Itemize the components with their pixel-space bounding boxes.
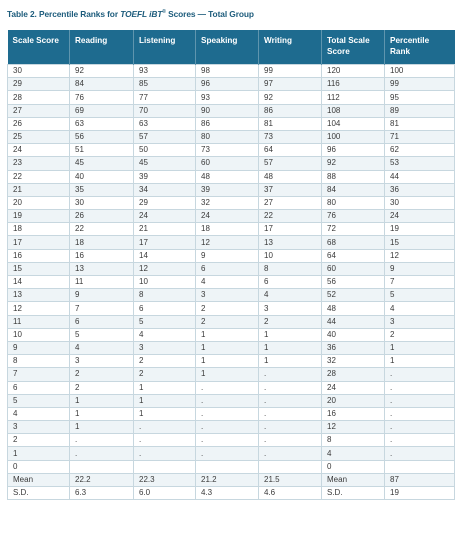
table-cell: 2 [385,328,455,341]
table-cell: 5 [134,315,196,328]
table-cell: 29 [8,78,70,91]
table-cell: 68 [322,236,385,249]
table-row [8,65,455,78]
column-header: Reading [70,30,134,65]
table-row [8,315,455,328]
table-cell: 51 [70,144,134,157]
table-cell: 13 [8,289,70,302]
table-row [8,249,455,262]
table-row [8,473,455,486]
table-row [8,381,455,394]
table-cell: 1 [196,328,259,341]
table-cell: 27 [8,104,70,117]
table-cell: 57 [259,157,322,170]
table-cell: 48 [322,302,385,315]
table-cell: 21 [134,223,196,236]
table-cell: 97 [259,78,322,91]
table-cell: . [259,368,322,381]
table-cell: 0 [8,460,70,473]
table-cell: 35 [70,183,134,196]
table-row [8,276,455,289]
table-row [8,91,455,104]
table-cell: . [385,368,455,381]
table-cell: 12 [196,236,259,249]
table-cell: 4 [322,447,385,460]
table-cell: S.D. [322,487,385,500]
table-cell: 36 [322,341,385,354]
table-cell: 4.6 [259,487,322,500]
table-cell: 84 [70,78,134,91]
table-row [8,460,455,473]
table-cell: 28 [8,91,70,104]
table-row [8,289,455,302]
table-cell: 80 [196,130,259,143]
table-cell: 48 [196,170,259,183]
table-cell: 10 [134,276,196,289]
table-cell: . [385,447,455,460]
table-cell: 6.3 [70,487,134,500]
table-cell: . [70,434,134,447]
table-cell: 1 [385,341,455,354]
table-cell: 2 [70,368,134,381]
table-cell: 5 [70,328,134,341]
table-cell: 6 [8,381,70,394]
table-cell: 16 [322,407,385,420]
table-cell: 92 [322,157,385,170]
table-cell: 10 [8,328,70,341]
table-cell: 92 [259,91,322,104]
table-cell: 0 [322,460,385,473]
percentile-table [7,30,455,500]
table-row [8,447,455,460]
table-cell: 1 [70,394,134,407]
table-cell: 11 [70,276,134,289]
table-cell: . [196,447,259,460]
title-registered-mark: ® [162,9,166,16]
table-cell: 73 [196,144,259,157]
table-cell: 22 [259,210,322,223]
table-cell: 9 [196,249,259,262]
table-cell: 1 [134,407,196,420]
table-cell: 2 [70,381,134,394]
table-cell: 14 [8,276,70,289]
table-cell: 85 [134,78,196,91]
table-cell: 3 [259,302,322,315]
table-cell: 19 [385,487,455,500]
table-row [8,130,455,143]
table-cell: 29 [134,196,196,209]
table-cell: . [70,447,134,460]
table-row [8,487,455,500]
table-cell: 32 [196,196,259,209]
table-cell: 20 [8,196,70,209]
table-cell: 1 [259,328,322,341]
table-row [8,196,455,209]
table-row [8,210,455,223]
table-cell: 30 [8,65,70,78]
table-cell: 90 [196,104,259,117]
table-cell: 76 [70,91,134,104]
table-cell: 2 [196,302,259,315]
column-header: Percentile Rank [385,30,455,65]
table-cell: 4 [8,407,70,420]
table-cell: 116 [322,78,385,91]
table-row [8,407,455,420]
table-cell: 104 [322,117,385,130]
table-cell: 13 [259,236,322,249]
table-cell: 73 [259,130,322,143]
table-cell: 6 [196,262,259,275]
table-cell: 1 [259,355,322,368]
table-cell: 4 [196,276,259,289]
table-cell: 37 [259,183,322,196]
table-cell: 5 [385,289,455,302]
table-cell: 60 [322,262,385,275]
table-cell: 3 [134,341,196,354]
table-cell [385,460,455,473]
table-cell: 112 [322,91,385,104]
table-cell: 48 [259,170,322,183]
table-cell: 10 [259,249,322,262]
table-cell: 4 [259,289,322,302]
table-row [8,144,455,157]
table-cell: 24 [8,144,70,157]
column-header: Writing [259,30,322,65]
table-cell: 28 [322,368,385,381]
table-title [7,9,254,19]
table-cell: 45 [70,157,134,170]
table-cell: . [259,447,322,460]
table-row [8,117,455,130]
table-cell: 7 [385,276,455,289]
table-cell: . [134,421,196,434]
table-cell: 40 [70,170,134,183]
table-cell: 1 [8,447,70,460]
table-cell: 16 [70,249,134,262]
table-cell: 8 [134,289,196,302]
table-cell: 1 [196,368,259,381]
table-cell: 80 [322,196,385,209]
table-cell: 6.0 [134,487,196,500]
table-cell: . [196,434,259,447]
table-cell: 12 [8,302,70,315]
table-cell: 86 [259,104,322,117]
table-cell: Mean [322,473,385,486]
table-cell: 93 [134,65,196,78]
table-cell: 3 [196,289,259,302]
table-cell: 69 [70,104,134,117]
table-cell: 26 [8,117,70,130]
table-cell: 19 [385,223,455,236]
table-cell: 36 [385,183,455,196]
title-suffix: Scores — Total Group [165,9,254,19]
table-cell: 70 [134,104,196,117]
table-cell: . [385,421,455,434]
table-cell: 1 [70,421,134,434]
header-row [8,30,455,65]
table-cell: 8 [259,262,322,275]
table-cell [134,460,196,473]
table-cell: . [196,394,259,407]
table-cell: 13 [70,262,134,275]
table-cell: 99 [385,78,455,91]
table-row [8,421,455,434]
table-cell: 8 [322,434,385,447]
table-cell: 15 [385,236,455,249]
table-cell: 11 [8,315,70,328]
table-cell: 2 [134,368,196,381]
table-cell: 12 [134,262,196,275]
table-cell: 4 [70,341,134,354]
table-cell: 1 [196,341,259,354]
table-cell: 60 [196,157,259,170]
table-cell: 108 [322,104,385,117]
table-cell: 18 [196,223,259,236]
table-cell: 7 [8,368,70,381]
table-cell: . [385,407,455,420]
column-header: Total Scale Score [322,30,385,65]
table-cell [259,460,322,473]
column-header: Listening [134,30,196,65]
table-cell: 3 [385,315,455,328]
table-cell: 40 [322,328,385,341]
table-row [8,434,455,447]
table-cell: 1 [134,381,196,394]
table-cell: 21 [8,183,70,196]
table-cell: 9 [385,262,455,275]
table-cell: 32 [322,355,385,368]
table-cell: 6 [70,315,134,328]
table-cell: . [134,447,196,460]
table-row [8,355,455,368]
table-cell: 93 [196,91,259,104]
table-body [8,65,455,500]
table-row [8,328,455,341]
table-cell: . [259,434,322,447]
table-cell: 7 [70,302,134,315]
column-header: Speaking [196,30,259,65]
table-cell: 26 [70,210,134,223]
table-cell: 81 [259,117,322,130]
table-cell: 52 [322,289,385,302]
table-cell: 22 [8,170,70,183]
table-cell: 9 [70,289,134,302]
table-cell: 4.3 [196,487,259,500]
table-cell: 87 [385,473,455,486]
table-cell: 89 [385,104,455,117]
table-cell: . [259,421,322,434]
table-cell: 63 [70,117,134,130]
table-row [8,368,455,381]
table-row [8,170,455,183]
table-cell: 2 [8,434,70,447]
table-cell: 64 [322,249,385,262]
table-row [8,341,455,354]
table-cell: 53 [385,157,455,170]
table-cell: . [259,394,322,407]
table-cell: 45 [134,157,196,170]
table-cell: 21.2 [196,473,259,486]
table-cell: 30 [70,196,134,209]
table-cell: 22 [70,223,134,236]
table-cell: 39 [134,170,196,183]
table-cell: 100 [322,130,385,143]
table-cell: 24 [322,381,385,394]
table-cell: 8 [8,355,70,368]
table-row [8,104,455,117]
table-cell: 56 [322,276,385,289]
table-cell: 9 [8,341,70,354]
table-cell: 63 [134,117,196,130]
table-cell: 20 [322,394,385,407]
table-cell: 44 [385,170,455,183]
table-cell: 22.3 [134,473,196,486]
table-cell: 81 [385,117,455,130]
table-cell: 1 [259,341,322,354]
table-cell: 88 [322,170,385,183]
table-cell: 76 [322,210,385,223]
table-cell: . [385,434,455,447]
table-cell: 12 [385,249,455,262]
table-cell: . [196,421,259,434]
table-row [8,183,455,196]
table-cell: 24 [196,210,259,223]
table-cell: 4 [385,302,455,315]
table-cell: 21.5 [259,473,322,486]
table-cell: 22.2 [70,473,134,486]
table-row [8,262,455,275]
table-cell: 39 [196,183,259,196]
table-row [8,78,455,91]
table-cell: 77 [134,91,196,104]
table-cell: 6 [134,302,196,315]
table-cell: 100 [385,65,455,78]
column-header: Scale Score [8,30,70,65]
table-cell: S.D. [8,487,70,500]
table-cell: 18 [70,236,134,249]
table-cell: 24 [134,210,196,223]
table-cell: 12 [322,421,385,434]
table-cell: 27 [259,196,322,209]
table-cell: Mean [8,473,70,486]
table-cell: 17 [259,223,322,236]
table-cell: 2 [196,315,259,328]
table-cell: 92 [70,65,134,78]
table-cell: 3 [70,355,134,368]
table-cell: 18 [8,223,70,236]
table-cell: 99 [259,65,322,78]
table-cell: 1 [385,355,455,368]
table-cell [196,460,259,473]
title-prefix: Table 2. Percentile Ranks for [7,9,121,19]
table-cell: . [196,407,259,420]
table-cell: 25 [8,130,70,143]
table-cell: 17 [134,236,196,249]
table-cell: 16 [8,249,70,262]
table-cell: 50 [134,144,196,157]
table-cell: . [259,407,322,420]
table-cell: 30 [385,196,455,209]
table-cell: 34 [134,183,196,196]
table-cell: 5 [8,394,70,407]
table-cell: 95 [385,91,455,104]
table-cell: 2 [134,355,196,368]
table-row [8,394,455,407]
table-cell: 64 [259,144,322,157]
table-cell: 15 [8,262,70,275]
table-cell: 23 [8,157,70,170]
table-cell: . [259,381,322,394]
table-cell: 17 [8,236,70,249]
table-cell: 98 [196,65,259,78]
table-cell: 120 [322,65,385,78]
table-cell: 57 [134,130,196,143]
table-row [8,223,455,236]
table-cell: . [385,394,455,407]
table-cell: 24 [385,210,455,223]
table-cell: 4 [134,328,196,341]
table-header [8,30,455,65]
table-cell: 14 [134,249,196,262]
table-cell: 62 [385,144,455,157]
table-cell: 86 [196,117,259,130]
table-cell: 2 [259,315,322,328]
table-row [8,236,455,249]
table-cell: 1 [134,394,196,407]
table-cell [70,460,134,473]
title-brand: TOEFL iBT [120,9,163,19]
table-cell: 72 [322,223,385,236]
table-row [8,157,455,170]
table-cell: 84 [322,183,385,196]
table-cell: 19 [8,210,70,223]
table-cell: . [134,434,196,447]
table-cell: 3 [8,421,70,434]
table-cell: . [385,381,455,394]
table-row [8,302,455,315]
table-cell: 6 [259,276,322,289]
table-cell: 44 [322,315,385,328]
table-cell: 96 [322,144,385,157]
table-cell: 56 [70,130,134,143]
table-cell: . [196,381,259,394]
table-cell: 1 [196,355,259,368]
table-cell: 1 [70,407,134,420]
table-cell: 71 [385,130,455,143]
table-cell: 96 [196,78,259,91]
